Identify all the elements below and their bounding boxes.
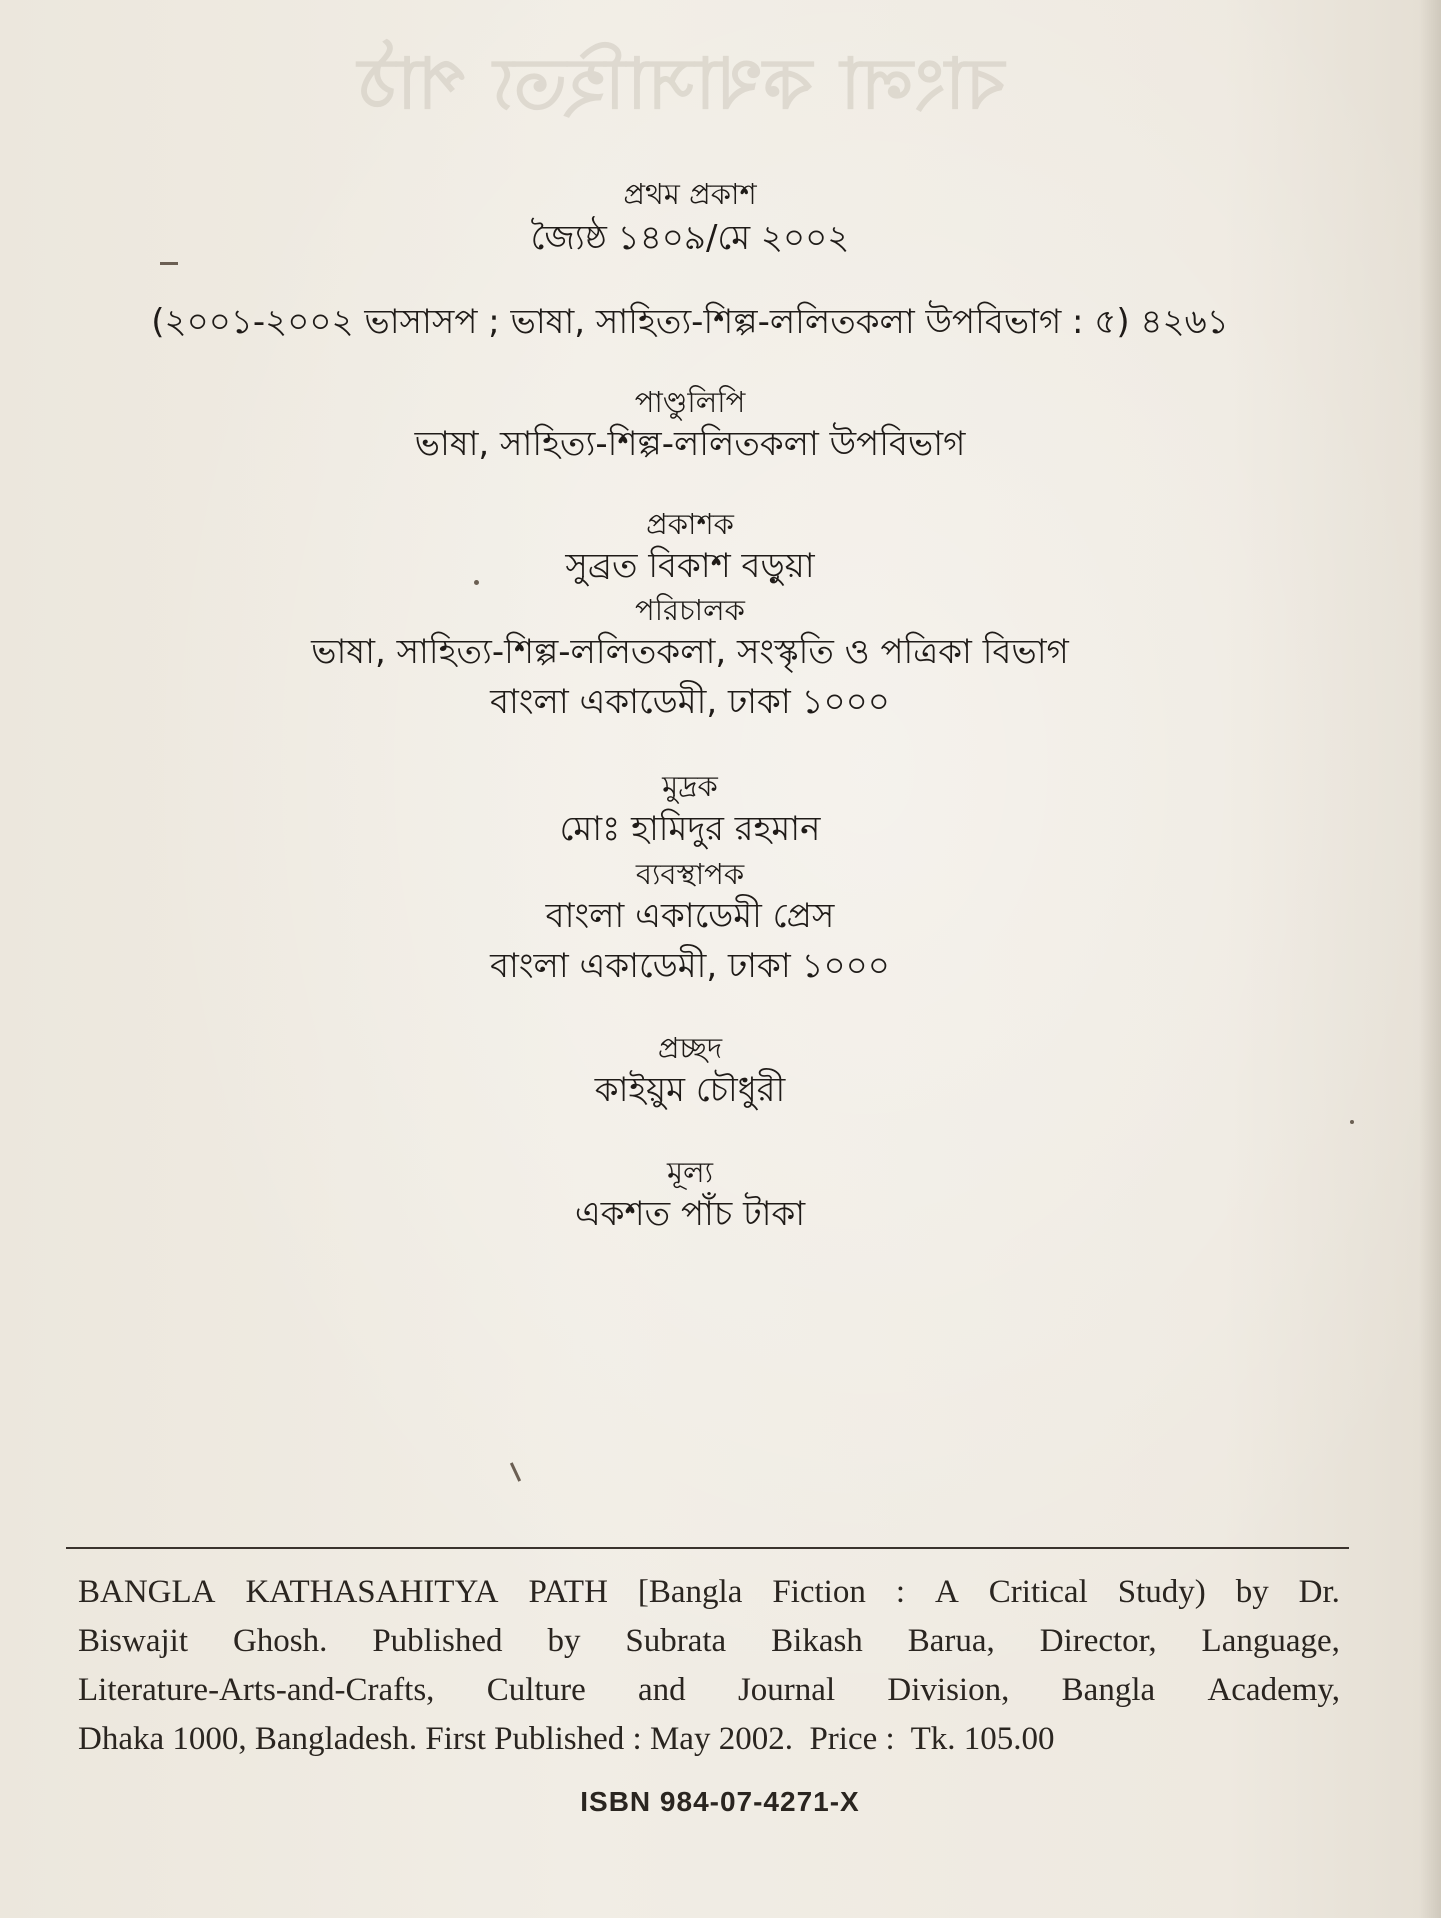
imprint-word: Ghosh. [232, 1623, 328, 1659]
imprint-word: Journal [737, 1672, 836, 1708]
imprint-word: Bangla [1061, 1672, 1156, 1708]
imprint-word: PATH [528, 1574, 608, 1610]
imprint-word: by [547, 1623, 581, 1659]
printer-name: মোঃ হামিদুর রহমান [559, 809, 821, 849]
imprint-word: Barua, [907, 1623, 995, 1659]
imprint-word: Language, [1201, 1623, 1340, 1659]
imprint-word: by [1235, 1574, 1269, 1610]
publisher-title: পরিচালক [635, 593, 745, 627]
imprint-word: [Bangla [637, 1574, 743, 1610]
publisher-department: ভাষা, সাহিত্য-শিল্প-ললিতকলা, সংস্কৃতি ও পত্রিকা বিভাগ [311, 632, 1069, 672]
imprint-word: Published [372, 1623, 503, 1659]
printer-address: বাংলা একাডেমী, ঢাকা ১০০০ [490, 946, 890, 986]
manuscript-label: পাণ্ডুলিপি [634, 385, 746, 419]
first-edition-label: প্রথম প্রকাশ [623, 177, 757, 211]
imprint-word: Bikash [771, 1623, 863, 1659]
price-label: মূল্য [666, 1155, 714, 1189]
imprint-word: Academy, [1207, 1672, 1340, 1708]
printer-label: মুদ্রক [662, 769, 718, 803]
ink-speck [160, 262, 178, 265]
publisher-name: সুব্রত বিকাশ বড়ুয়া [565, 546, 815, 586]
english-imprint [78, 1568, 1340, 1764]
imprint-word: Biswajit [78, 1623, 189, 1659]
publisher-label: প্রকাশক [646, 507, 734, 541]
imprint-word: BANGLA [78, 1574, 216, 1610]
publisher-address: বাংলা একাডেমী, ঢাকা ১০০০ [490, 682, 890, 722]
catalogue-number: (২০০১-২০০২ ভাসাসপ ; ভাষা, সাহিত্য-শিল্প-ললিতকলা উপবিভাগ : ৫) ৪২৬১ [151, 302, 1229, 342]
imprint-word: Fiction [772, 1574, 866, 1610]
ink-speck [510, 1462, 521, 1481]
imprint-divider [66, 1547, 1349, 1549]
ink-speck [474, 580, 479, 585]
imprint-word: and [638, 1672, 686, 1708]
imprint-word: : [895, 1574, 905, 1610]
isbn: ISBN 984-07-4271-X [580, 1786, 860, 1817]
price-value: একশত পাঁচ টাকা [574, 1194, 806, 1234]
printer-press: বাংলা একাডেমী প্রেস [545, 896, 835, 936]
printer-title: ব্যবস্থাপক [635, 857, 745, 891]
imprint-word: KATHASAHITYA [245, 1574, 499, 1610]
imprint-word: Division, [887, 1672, 1010, 1708]
ink-speck [1350, 1120, 1354, 1124]
page-edge-shadow [1419, 0, 1441, 1918]
cover-label: প্রচ্ছদ [657, 1031, 723, 1065]
imprint-line-1 [78, 1568, 1340, 1617]
imprint-line-4: Dhaka 1000, Bangladesh. First Published : May 2002. Price : Tk. 105.00 [78, 1721, 1055, 1757]
show-through-text: বাংলা কথাসাহিত্য পাঠ [355, 43, 1005, 125]
imprint-word: Study) [1117, 1574, 1206, 1610]
imprint-word: Dr. [1298, 1574, 1340, 1610]
imprint-word: Literature-Arts-and-Crafts, [78, 1672, 435, 1708]
first-edition-date: জ্যৈষ্ঠ ১৪০৯/মে ২০০২ [530, 218, 850, 258]
cover-artist: কাইয়ুম চৌধুরী [594, 1070, 786, 1110]
imprint-word: Culture [486, 1672, 586, 1708]
imprint-word: Director, [1039, 1623, 1157, 1659]
manuscript-value: ভাষা, সাহিত্য-শিল্প-ললিতকলা উপবিভাগ [414, 424, 966, 464]
imprint-word: Subrata [625, 1623, 727, 1659]
imprint-word: Critical [988, 1574, 1088, 1610]
imprint-word: A [934, 1574, 959, 1610]
imprint-line-2 [78, 1617, 1340, 1666]
imprint-line-3 [78, 1666, 1340, 1715]
